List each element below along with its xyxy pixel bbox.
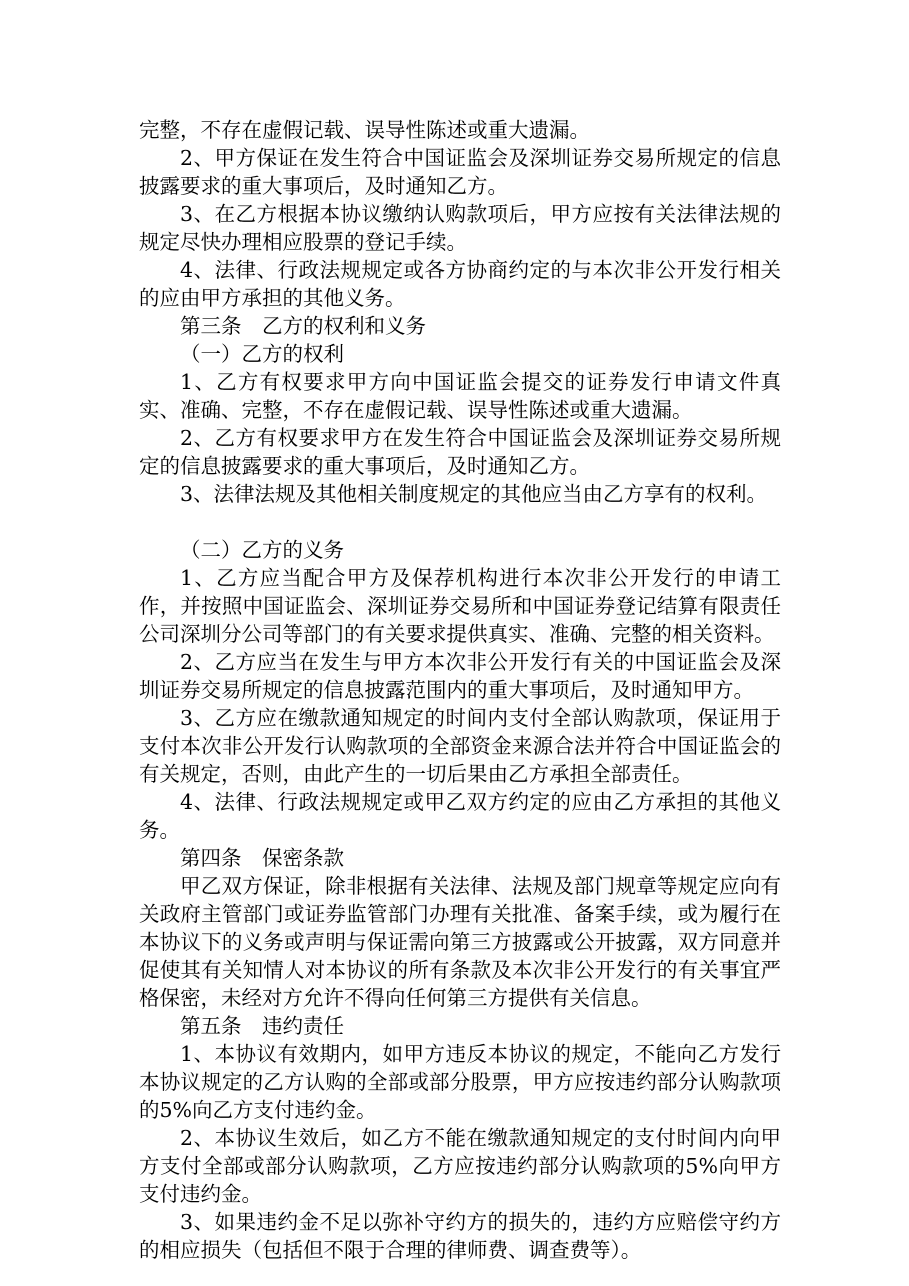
- section-heading: （一）乙方的权利: [180, 342, 344, 366]
- paragraph: 3、乙方应在缴款通知规定的时间内支付全部认购款项，保证用于支付本次非公开发行认购款项的全部资金来源合法并符合中国证监会的有关规定，否则，由此产生的一切后果由乙方承担全部责任。: [139, 706, 781, 786]
- paragraph: 2、甲方保证在发生符合中国证监会及深圳证券交易所规定的信息披露要求的重大事项后，及时通知乙方。: [139, 146, 781, 198]
- article-heading: 第五条 违约责任: [180, 1014, 344, 1038]
- paragraph: 3、在乙方根据本协议缴纳认购款项后，甲方应按有关法律法规的规定尽快办理相应股票的登记手续。: [139, 202, 781, 254]
- paragraph: 2、本协议生效后，如乙方不能在缴款通知规定的支付时间内向甲方支付全部或部分认购款项，乙方应按违约部分认购款项的5%向甲方支付违约金。: [139, 1126, 781, 1206]
- paragraph: 1、乙方应当配合甲方及保荐机构进行本次非公开发行的申请工作，并按照中国证监会、深圳证券交易所和中国证券登记结算有限责任公司深圳分公司等部门的有关要求提供真实、准确、完整的相关资料。: [139, 566, 781, 646]
- paragraph: 2、乙方应当在发生与甲方本次非公开发行有关的中国证监会及深圳证券交易所规定的信息披露范围内的重大事项后，及时通知甲方。: [139, 650, 781, 702]
- section-heading: （二）乙方的义务: [180, 538, 344, 562]
- article-heading: 第四条 保密条款: [180, 846, 344, 870]
- document-page: [139, 116, 781, 1264]
- paragraph: 甲乙双方保证，除非根据有关法律、法规及部门规章等规定应向有关政府主管部门或证券监管部门办理有关批准、备案手续，或为履行在本协议下的义务或声明与保证需向第三方披露或公开披露，双方同意并促使其有关知情人对本协议的所有条款及本次非公开发行的有关事宜严格保密，未经对方允许不得向任何第三方提供有关信息。: [139, 874, 781, 1010]
- paragraph: 1、本协议有效期内，如甲方违反本协议的规定，不能向乙方发行本协议规定的乙方认购的全部或部分股票，甲方应按违约部分认购款项的5%向乙方支付违约金。: [139, 1042, 781, 1122]
- blank-line: [139, 508, 781, 536]
- paragraph: 2、乙方有权要求甲方在发生符合中国证监会及深圳证券交易所规定的信息披露要求的重大事项后，及时通知乙方。: [139, 426, 781, 478]
- paragraph: 1、乙方有权要求甲方向中国证监会提交的证券发行申请文件真实、准确、完整，不存在虚假记载、误导性陈述或重大遗漏。: [139, 370, 781, 422]
- paragraph: 4、法律、行政法规规定或甲乙双方约定的应由乙方承担的其他义务。: [139, 790, 781, 842]
- paragraph: 3、如果违约金不足以弥补守约方的损失的，违约方应赔偿守约方的相应损失（包括但不限于合理的律师费、调查费等）。: [139, 1210, 781, 1262]
- article-heading: 第三条 乙方的权利和义务: [180, 314, 426, 338]
- paragraph: 完整，不存在虚假记载、误导性陈述或重大遗漏。: [139, 118, 590, 142]
- paragraph: 3、法律法规及其他相关制度规定的其他应当由乙方享有的权利。: [180, 482, 768, 506]
- paragraph: 4、法律、行政法规规定或各方协商约定的与本次非公开发行相关的应由甲方承担的其他义务。: [139, 258, 781, 310]
